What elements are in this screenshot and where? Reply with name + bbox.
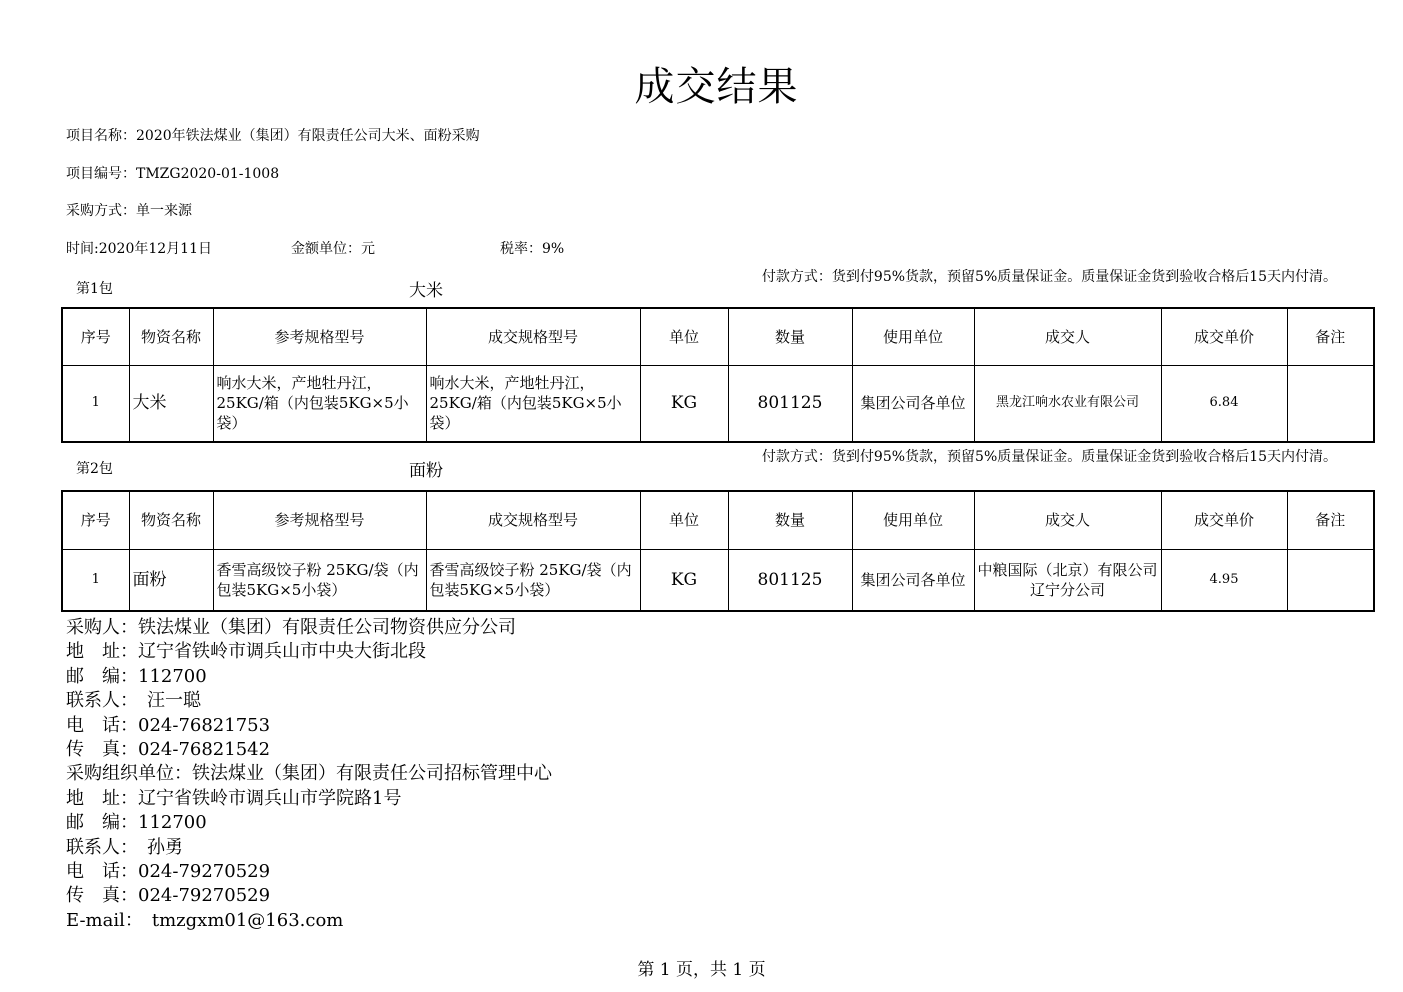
- column-header: 使用单位: [852, 308, 974, 365]
- column-header: 使用单位: [852, 491, 974, 549]
- cell-user: 集团公司各单位: [852, 365, 974, 442]
- column-header: 成交人: [974, 308, 1161, 365]
- cell-ref-spec: 香雪高级饺子粉 25KG/袋（内包装5KG×5小袋）: [213, 549, 426, 611]
- cell-unit: KG: [640, 549, 728, 611]
- contact-line: 传 真：024-79270529: [66, 885, 271, 907]
- project-number: 项目编号：TMZG2020-01-1008: [66, 166, 280, 182]
- tax-rate: 税率：9%: [500, 241, 565, 257]
- column-header: 单位: [640, 308, 728, 365]
- column-header: 成交人: [974, 491, 1161, 549]
- column-header: 参考规格型号: [213, 491, 426, 549]
- cell-deal-spec: 香雪高级饺子粉 25KG/袋（内包装5KG×5小袋）: [426, 549, 640, 611]
- date-line: [66, 238, 212, 258]
- cell-qty: 801125: [728, 365, 852, 442]
- column-header: 成交单价: [1161, 308, 1287, 365]
- contact-block: [66, 616, 552, 933]
- cell-material: 面粉: [129, 549, 213, 611]
- column-header: 物资名称: [129, 491, 213, 549]
- contact-line: 电 话：024-79270529: [66, 861, 271, 883]
- column-header: 数量: [728, 308, 852, 365]
- column-header: 物资名称: [129, 308, 213, 365]
- cell-material: 大米: [129, 365, 213, 442]
- table-header-row: [62, 491, 1374, 549]
- contact-line: 联系人： 汪一聪: [66, 690, 201, 712]
- cell-price: 4.95: [1161, 549, 1287, 611]
- contact-line: 传 真：024-76821542: [66, 739, 271, 761]
- cell-no: 1: [62, 549, 129, 611]
- contact-line: E-mail： tmzgxm01@163.com: [66, 909, 344, 931]
- payment-terms: 付款方式：货到付95%货款，预留5%质量保证金。质量保证金货到验收合格后15天内付清。: [761, 269, 1338, 285]
- contact-line: 采购人：铁法煤业（集团）有限责任公司物资供应分公司: [66, 617, 516, 638]
- column-header: 成交规格型号: [426, 308, 640, 365]
- column-header: 单位: [640, 491, 728, 549]
- cell-supplier: 黑龙江响水农业有限公司: [974, 365, 1161, 442]
- project-name: 项目名称：2020年铁法煤业（集团）有限责任公司大米、面粉采购: [66, 128, 480, 144]
- cell-no: 1: [62, 365, 129, 442]
- column-header: 成交单价: [1161, 491, 1287, 549]
- package-name: 大米: [409, 281, 443, 301]
- contact-line: 地 址：辽宁省铁岭市调兵山市中央大街北段: [66, 641, 426, 663]
- cell-unit: KG: [640, 365, 728, 442]
- package-1-table: [61, 307, 1375, 443]
- cell-supplier: 中粮国际（北京）有限公司辽宁分公司: [974, 549, 1161, 611]
- column-header: 备注: [1287, 308, 1374, 365]
- cell-note: [1287, 365, 1374, 442]
- cell-price: 6.84: [1161, 365, 1287, 442]
- procurement-method: 采购方式：单一来源: [66, 203, 192, 219]
- package-name: 面粉: [409, 461, 443, 481]
- cell-note: [1287, 549, 1374, 611]
- page-footer: 第 1 页，共 1 页: [637, 960, 766, 980]
- cell-qty: 801125: [728, 549, 852, 611]
- column-header: 备注: [1287, 491, 1374, 549]
- column-header: 成交规格型号: [426, 491, 640, 549]
- contact-line: 联系人： 孙勇: [66, 836, 183, 858]
- table-header-row: [62, 308, 1374, 365]
- package-label: 第1包: [76, 281, 113, 297]
- table-row: [62, 549, 1374, 611]
- package-2-table: [61, 490, 1375, 612]
- contact-line: 地 址：辽宁省铁岭市调兵山市学院路1号: [66, 787, 402, 809]
- cell-user: 集团公司各单位: [852, 549, 974, 611]
- amount-unit: 金额单位：元: [291, 241, 375, 257]
- column-header: 序号: [62, 308, 129, 365]
- cell-deal-spec: 响水大米，产地牡丹江，25KG/箱（内包装5KG×5小袋）: [426, 365, 640, 442]
- contact-line: 邮 编：112700: [66, 812, 207, 834]
- contact-line: 采购组织单位：铁法煤业（集团）有限责任公司招标管理中心: [66, 763, 552, 785]
- date: 时间:2020年12月11日: [66, 241, 212, 257]
- cell-ref-spec: 响水大米，产地牡丹江，25KG/箱（内包装5KG×5小袋）: [213, 365, 426, 442]
- column-header: 数量: [728, 491, 852, 549]
- column-header: 序号: [62, 491, 129, 549]
- table-row: [62, 365, 1374, 442]
- page-title: 成交结果: [634, 64, 799, 110]
- contact-line: 电 话：024-76821753: [66, 714, 271, 736]
- column-header: 参考规格型号: [213, 308, 426, 365]
- package-label: 第2包: [76, 461, 113, 477]
- payment-terms: 付款方式：货到付95%货款，预留5%质量保证金。质量保证金货到验收合格后15天内付清。: [761, 449, 1338, 465]
- contact-line: 邮 编：112700: [66, 665, 207, 687]
